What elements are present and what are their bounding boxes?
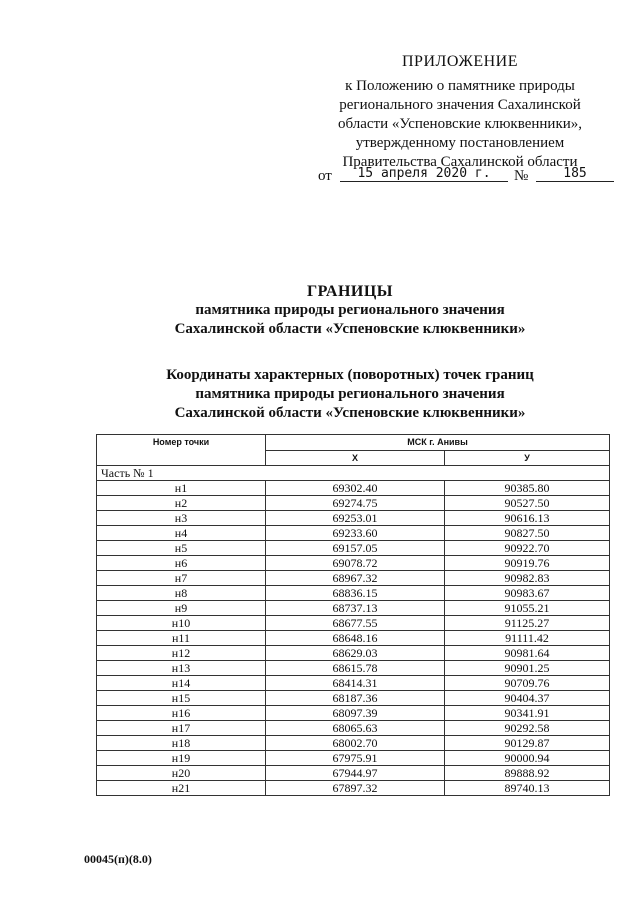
document-code: 00045(п)(8.0) bbox=[84, 852, 152, 866]
table-row bbox=[97, 526, 610, 541]
x-coordinate-cell: 68629.03 bbox=[266, 646, 445, 661]
col-header-x: X bbox=[266, 450, 445, 466]
boundaries-heading bbox=[60, 282, 640, 339]
point-number-cell: н7 bbox=[97, 571, 266, 586]
decree-number: 185 bbox=[536, 166, 614, 182]
x-coordinate-cell: 68836.15 bbox=[266, 586, 445, 601]
coordinates-line-1: Координаты характерных (поворотных) точек границ bbox=[166, 367, 534, 383]
table-row bbox=[97, 661, 610, 676]
point-number-cell: н4 bbox=[97, 526, 266, 541]
y-coordinate-cell: 89740.13 bbox=[445, 781, 610, 796]
y-coordinate-cell: 90385.80 bbox=[445, 481, 610, 496]
table-row bbox=[97, 691, 610, 706]
point-number-cell: н9 bbox=[97, 601, 266, 616]
x-coordinate-cell: 69157.05 bbox=[266, 541, 445, 556]
x-coordinate-cell: 68648.16 bbox=[266, 631, 445, 646]
y-coordinate-cell: 90000.94 bbox=[445, 751, 610, 766]
table-row bbox=[97, 736, 610, 751]
x-coordinate-cell: 68615.78 bbox=[266, 661, 445, 676]
y-coordinate-cell: 90922.70 bbox=[445, 541, 610, 556]
y-coordinate-cell: 90404.37 bbox=[445, 691, 610, 706]
from-label: от bbox=[318, 168, 332, 184]
table-row bbox=[97, 646, 610, 661]
y-coordinate-cell: 91055.21 bbox=[445, 601, 610, 616]
table-row bbox=[97, 631, 610, 646]
point-number-cell: н2 bbox=[97, 496, 266, 511]
number-label: № bbox=[514, 168, 529, 184]
x-coordinate-cell: 67897.32 bbox=[266, 781, 445, 796]
table-row bbox=[97, 721, 610, 736]
coordinates-line-3: Сахалинской области «Успеновские клюквенники» bbox=[174, 405, 526, 421]
point-number-cell: н19 bbox=[97, 751, 266, 766]
table-row bbox=[97, 766, 610, 781]
y-coordinate-cell: 90616.13 bbox=[445, 511, 610, 526]
table-row bbox=[97, 511, 610, 526]
x-coordinate-cell: 69078.72 bbox=[266, 556, 445, 571]
y-coordinate-cell: 90919.76 bbox=[445, 556, 610, 571]
x-coordinate-cell: 68187.36 bbox=[266, 691, 445, 706]
point-number-cell: н15 bbox=[97, 691, 266, 706]
coordinates-line-2: памятника природы регионального значения bbox=[195, 386, 505, 402]
appendix-line-2: регионального значения Сахалинской bbox=[339, 97, 581, 113]
x-coordinate-cell: 67975.91 bbox=[266, 751, 445, 766]
point-number-cell: н11 bbox=[97, 631, 266, 646]
coordinates-heading bbox=[60, 366, 640, 423]
point-number-cell: н1 bbox=[97, 481, 266, 496]
part-label: Часть № 1 bbox=[97, 466, 610, 481]
x-coordinate-cell: 69302.40 bbox=[266, 481, 445, 496]
table-row bbox=[97, 706, 610, 721]
point-number-cell: н10 bbox=[97, 616, 266, 631]
point-number-cell: н14 bbox=[97, 676, 266, 691]
point-number-cell: н13 bbox=[97, 661, 266, 676]
y-coordinate-cell: 90827.50 bbox=[445, 526, 610, 541]
appendix-line-1: к Положению о памятнике природы bbox=[345, 78, 575, 94]
y-coordinate-cell: 90982.83 bbox=[445, 571, 610, 586]
table-row bbox=[97, 496, 610, 511]
appendix-block bbox=[300, 52, 620, 172]
table-row bbox=[97, 571, 610, 586]
point-number-cell: н5 bbox=[97, 541, 266, 556]
point-number-cell: н12 bbox=[97, 646, 266, 661]
x-coordinate-cell: 67944.97 bbox=[266, 766, 445, 781]
table-body bbox=[97, 466, 610, 796]
x-coordinate-cell: 69274.75 bbox=[266, 496, 445, 511]
table-row bbox=[97, 751, 610, 766]
y-coordinate-cell: 91111.42 bbox=[445, 631, 610, 646]
y-coordinate-cell: 90981.64 bbox=[445, 646, 610, 661]
col-header-y: У bbox=[445, 450, 610, 466]
boundaries-line-1: памятника природы регионального значения bbox=[195, 302, 505, 318]
table-row bbox=[97, 481, 610, 496]
y-coordinate-cell: 89888.92 bbox=[445, 766, 610, 781]
point-number-cell: н8 bbox=[97, 586, 266, 601]
table-row bbox=[97, 541, 610, 556]
y-coordinate-cell: 90527.50 bbox=[445, 496, 610, 511]
x-coordinate-cell: 68065.63 bbox=[266, 721, 445, 736]
x-coordinate-cell: 69233.60 bbox=[266, 526, 445, 541]
appendix-line-5: Правительства Сахалинской области bbox=[342, 154, 578, 170]
y-coordinate-cell: 90709.76 bbox=[445, 676, 610, 691]
y-coordinate-cell: 90292.58 bbox=[445, 721, 610, 736]
table-row bbox=[97, 556, 610, 571]
x-coordinate-cell: 68002.70 bbox=[266, 736, 445, 751]
y-coordinate-cell: 90983.67 bbox=[445, 586, 610, 601]
y-coordinate-cell: 90901.25 bbox=[445, 661, 610, 676]
appendix-line-3: области «Успеновские клюквенники», bbox=[337, 116, 583, 132]
x-coordinate-cell: 68677.55 bbox=[266, 616, 445, 631]
point-number-cell: н17 bbox=[97, 721, 266, 736]
table-row bbox=[97, 781, 610, 796]
table-row bbox=[97, 601, 610, 616]
boundaries-title: ГРАНИЦЫ bbox=[306, 283, 393, 300]
y-coordinate-cell: 90341.91 bbox=[445, 706, 610, 721]
appendix-line-4: утвержденному постановлением bbox=[355, 135, 565, 151]
coordinates-table bbox=[96, 434, 610, 796]
table-row bbox=[97, 586, 610, 601]
boundaries-line-2: Сахалинской области «Успеновские клюквенники» bbox=[174, 321, 526, 337]
x-coordinate-cell: 68737.13 bbox=[266, 601, 445, 616]
x-coordinate-cell: 69253.01 bbox=[266, 511, 445, 526]
point-number-cell: н3 bbox=[97, 511, 266, 526]
x-coordinate-cell: 68414.31 bbox=[266, 676, 445, 691]
decree-date: 15 апреля 2020 г. bbox=[340, 166, 508, 182]
point-number-cell: н6 bbox=[97, 556, 266, 571]
col-header-point: Номер точки bbox=[97, 435, 266, 466]
col-header-system: МСК г. Анивы bbox=[266, 435, 610, 451]
point-number-cell: н18 bbox=[97, 736, 266, 751]
table-row bbox=[97, 616, 610, 631]
part-row bbox=[97, 466, 610, 481]
appendix-title: ПРИЛОЖЕНИЕ bbox=[401, 53, 518, 70]
point-number-cell: н16 bbox=[97, 706, 266, 721]
y-coordinate-cell: 91125.27 bbox=[445, 616, 610, 631]
point-number-cell: н21 bbox=[97, 781, 266, 796]
table-row bbox=[97, 676, 610, 691]
x-coordinate-cell: 68097.39 bbox=[266, 706, 445, 721]
y-coordinate-cell: 90129.87 bbox=[445, 736, 610, 751]
x-coordinate-cell: 68967.32 bbox=[266, 571, 445, 586]
point-number-cell: н20 bbox=[97, 766, 266, 781]
